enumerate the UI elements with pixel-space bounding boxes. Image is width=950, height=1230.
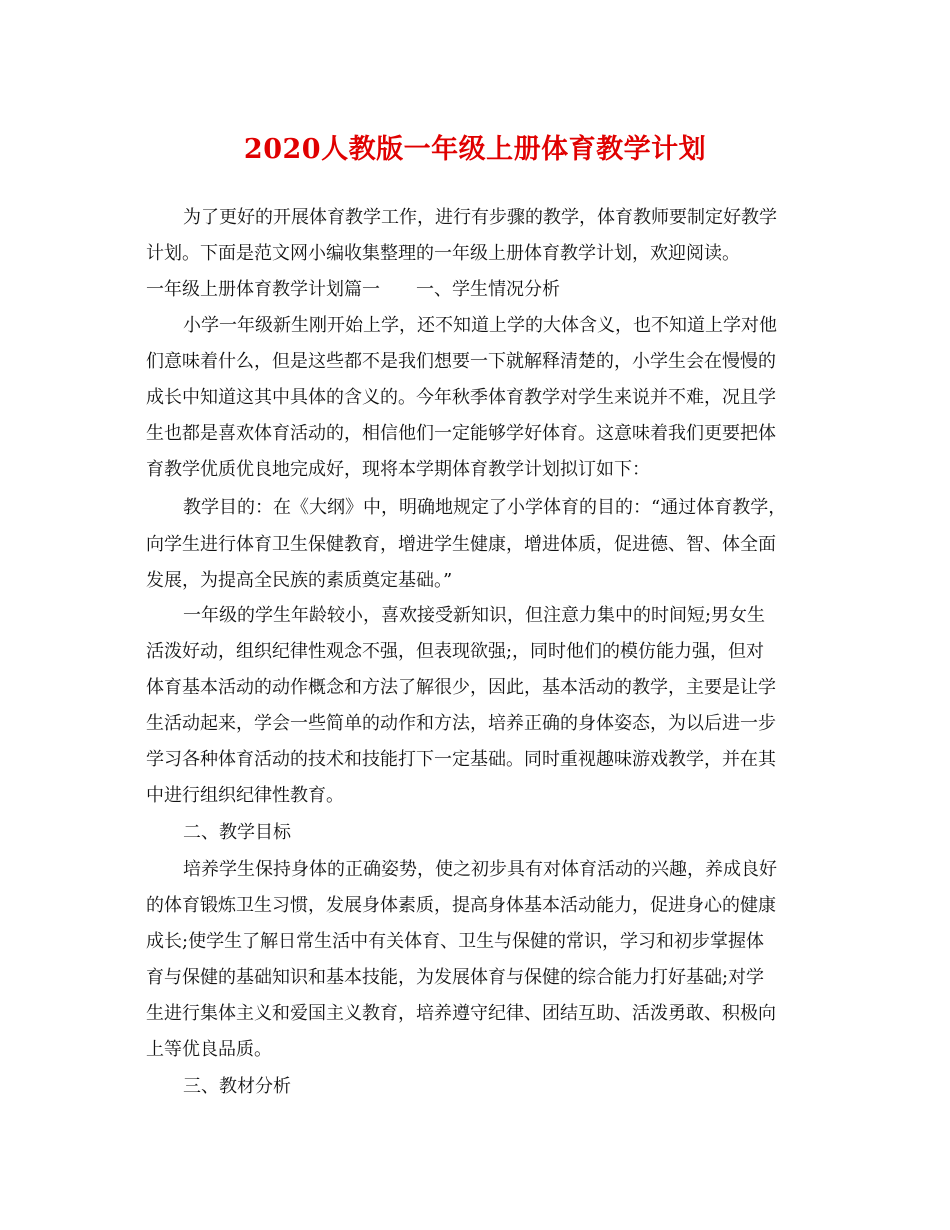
- paragraph-line: 成长;使学生了解日常生活中有关体育、卫生与保健的常识，学习和初步掌握体: [146, 931, 765, 952]
- paragraph-line: 育教学优质优良地完成好，现将本学期体育教学计划拟订如下：: [146, 459, 650, 480]
- paragraph-line: 体育基本活动的动作概念和方法了解很少，因此，基本活动的教学，主要是让学: [146, 677, 776, 698]
- paragraph-line: 的体育锻炼卫生习惯，发展身体素质，提高身体基本活动能力，促进身心的健康: [146, 895, 776, 916]
- paragraph-line: 向学生进行体育卫生保健教育，增进学生健康，增进体质，促进德、智、体全面: [146, 534, 776, 555]
- paragraph-line: 计划。下面是范文网小编收集整理的一年级上册体育教学计划，欢迎阅读。: [146, 243, 740, 264]
- paragraph-line: 学习各种体育活动的技术和技能打下一定基础。同时重视趣味游戏教学，并在其: [146, 749, 776, 770]
- paragraph-line: 小学一年级新生刚开始上学，还不知道上学的大体含义，也不知道上学对他: [183, 315, 777, 336]
- paragraph-line: 生活动起来，学会一些简单的动作和方法，培养正确的身体姿态，为以后进一步: [146, 713, 776, 734]
- section-heading-line: 一年级上册体育教学计划篇一 一、学生情况分析: [146, 279, 560, 300]
- paragraph-line: 生也都是喜欢体育活动的，相信他们一定能够学好体育。这意味着我们更要把体: [146, 423, 776, 444]
- paragraph-line: 一年级的学生年龄较小，喜欢接受新知识，但注意力集中的时间短;男女生: [183, 605, 766, 626]
- paragraph-line: 发展，为提高全民族的素质奠定基础。”: [146, 570, 453, 591]
- paragraph-line: 中进行组织纪律性教育。: [146, 785, 344, 806]
- paragraph-line: 教学目的：在《大纲》中，明确地规定了小学体育的目的：“通过体育教学，: [183, 497, 787, 518]
- paragraph-line: 培养学生保持身体的正确姿势，使之初步具有对体育活动的兴趣，养成良好: [183, 859, 777, 880]
- paragraph-line: 生进行集体主义和爱国主义教育，培养遵守纪律、团结互助、活泼勇敢、积极向: [146, 1003, 776, 1024]
- document-title: 2020人教版一年级上册体育教学计划: [243, 134, 707, 165]
- paragraph-line: 们意味着什么，但是这些都不是我们想要一下就解释清楚的，小学生会在慢慢的: [146, 351, 776, 372]
- paragraph-line: 育与保健的基础知识和基本技能，为发展体育与保健的综合能力打好基础;对学: [146, 967, 765, 988]
- paragraph-line: 成长中知道这其中具体的含义的。今年秋季体育教学对学生来说并不难，况且学: [146, 387, 776, 408]
- section-heading: 二、教学目标: [183, 822, 291, 843]
- paragraph-line: 上等优良品质。: [146, 1039, 272, 1060]
- section-heading: 三、教材分析: [183, 1076, 291, 1097]
- paragraph-line: 活泼好动，组织纪律性观念不强，但表现欲强;，同时他们的模仿能力强，但对: [146, 641, 765, 662]
- paragraph-line: 为了更好的开展体育教学工作，进行有步骤的教学，体育教师要制定好教学: [183, 207, 777, 228]
